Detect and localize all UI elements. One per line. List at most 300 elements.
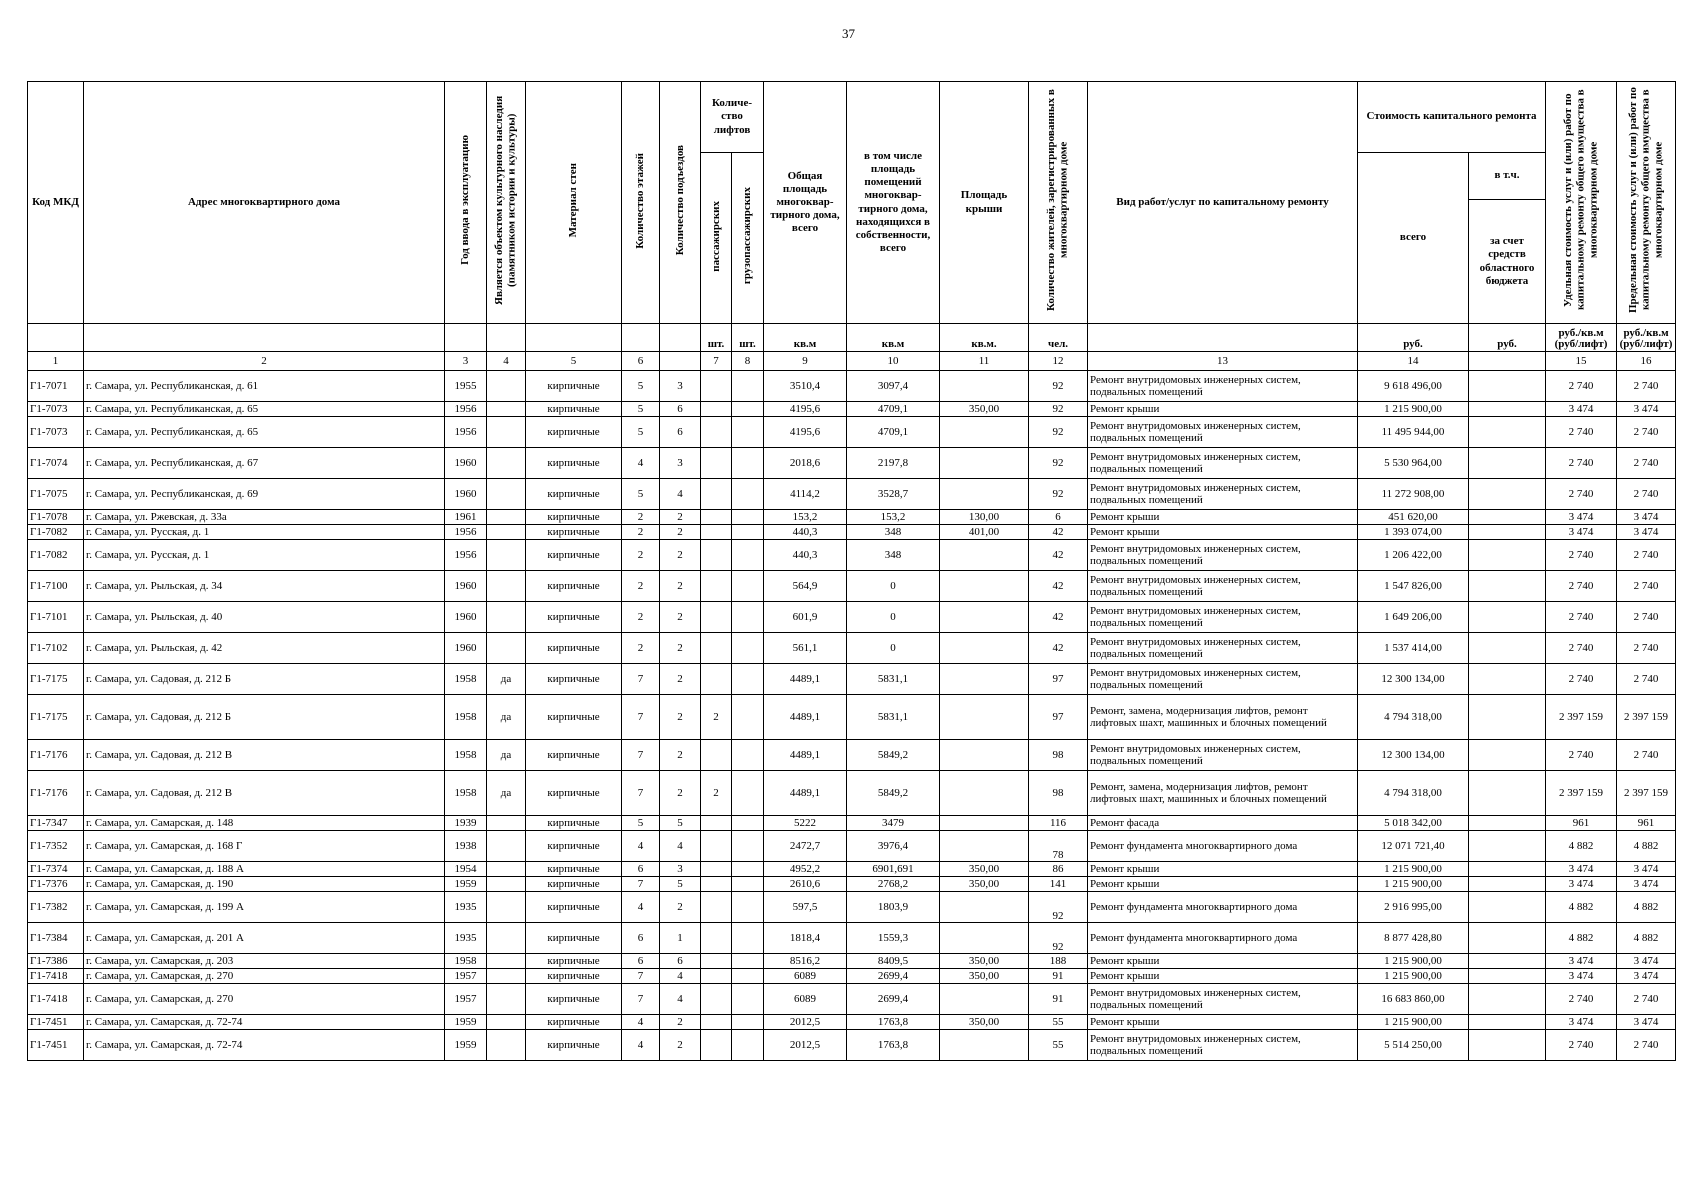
heritage-cell <box>487 602 526 633</box>
wall-material-cell: кирпичные <box>526 448 622 479</box>
code-cell: Г1-7451 <box>28 1015 84 1030</box>
header-cost: Стоимость капитального ремонта <box>1358 82 1546 153</box>
wall-material-cell: кирпичные <box>526 402 622 417</box>
table-row <box>28 525 1676 540</box>
header-residents: Количество жителей, зарегистрированных в многоквартирном доме <box>1029 82 1088 324</box>
roof-area-cell: 350,00 <box>940 969 1029 984</box>
cargo-lifts-cell <box>732 540 764 571</box>
cost-regional-cell <box>1469 417 1546 448</box>
work-type-cell: Ремонт крыши <box>1088 969 1358 984</box>
entrances-cell: 3 <box>660 371 701 402</box>
header-year: Год ввода в эксплуатацию <box>445 82 487 324</box>
table-row <box>28 540 1676 571</box>
cost-regional-cell <box>1469 831 1546 862</box>
cost-total-cell: 12 300 134,00 <box>1358 664 1469 695</box>
cost-total-cell: 4 794 318,00 <box>1358 695 1469 740</box>
cost-regional-cell <box>1469 816 1546 831</box>
owned-area-cell: 0 <box>847 571 940 602</box>
residents-cell: 55 <box>1029 1030 1088 1061</box>
cost-total-cell: 1 393 074,00 <box>1358 525 1469 540</box>
roof-area-cell <box>940 571 1029 602</box>
owned-area-cell: 8409,5 <box>847 954 940 969</box>
unit-cost-cell: 4 882 <box>1546 831 1617 862</box>
heritage-cell <box>487 954 526 969</box>
code-cell: Г1-7382 <box>28 892 84 923</box>
owned-area-cell: 0 <box>847 633 940 664</box>
cost-regional-cell <box>1469 862 1546 877</box>
max-cost-cell: 2 740 <box>1617 602 1676 633</box>
year-cell: 1958 <box>445 695 487 740</box>
cost-total-cell: 2 916 995,00 <box>1358 892 1469 923</box>
code-cell: Г1-7082 <box>28 540 84 571</box>
roof-area-cell <box>940 695 1029 740</box>
heritage-cell <box>487 877 526 892</box>
cargo-lifts-cell <box>732 402 764 417</box>
unit-total-area: кв.м <box>764 324 847 352</box>
unit-lifts-cargo: шт. <box>732 324 764 352</box>
page-number: 37 <box>842 26 855 41</box>
floors-cell: 2 <box>622 602 660 633</box>
heritage-cell <box>487 540 526 571</box>
max-cost-cell: 2 740 <box>1617 664 1676 695</box>
cost-total-cell: 12 300 134,00 <box>1358 740 1469 771</box>
residents-cell: 97 <box>1029 664 1088 695</box>
cost-regional-cell <box>1469 540 1546 571</box>
cost-total-cell: 1 215 900,00 <box>1358 862 1469 877</box>
cost-total-cell: 5 514 250,00 <box>1358 1030 1469 1061</box>
residents-cell: 42 <box>1029 633 1088 664</box>
cost-regional-cell <box>1469 402 1546 417</box>
code-cell: Г1-7418 <box>28 984 84 1015</box>
unit-cost-cell: 3 474 <box>1546 877 1617 892</box>
total-area-cell: 4489,1 <box>764 771 847 816</box>
floors-cell: 6 <box>622 862 660 877</box>
code-cell: Г1-7073 <box>28 402 84 417</box>
year-cell: 1957 <box>445 984 487 1015</box>
unit-cost-cell: 3 474 <box>1546 862 1617 877</box>
address-cell: г. Самара, ул. Садовая, д. 212 В <box>84 740 445 771</box>
entrances-cell: 2 <box>660 771 701 816</box>
code-cell: Г1-7352 <box>28 831 84 862</box>
cost-regional-cell <box>1469 479 1546 510</box>
entrances-cell: 3 <box>660 448 701 479</box>
address-cell: г. Самара, ул. Самарская, д. 203 <box>84 954 445 969</box>
address-cell: г. Самара, ул. Республиканская, д. 67 <box>84 448 445 479</box>
code-cell: Г1-7347 <box>28 816 84 831</box>
cost-total-cell: 451 620,00 <box>1358 510 1469 525</box>
owned-area-cell: 3528,7 <box>847 479 940 510</box>
residents-cell: 42 <box>1029 540 1088 571</box>
year-cell: 1958 <box>445 664 487 695</box>
residents-cell: 42 <box>1029 525 1088 540</box>
header-lifts-cargo: грузопассажирских <box>732 153 764 324</box>
entrances-cell: 3 <box>660 862 701 877</box>
residents-cell: 97 <box>1029 695 1088 740</box>
column-number: 9 <box>764 352 847 371</box>
cargo-lifts-cell <box>732 923 764 954</box>
max-cost-cell: 3 474 <box>1617 510 1676 525</box>
cost-regional-cell <box>1469 371 1546 402</box>
wall-material-cell: кирпичные <box>526 1030 622 1061</box>
year-cell: 1957 <box>445 969 487 984</box>
column-number: 14 <box>1358 352 1469 371</box>
cost-regional-cell <box>1469 954 1546 969</box>
cargo-lifts-cell <box>732 525 764 540</box>
roof-area-cell: 350,00 <box>940 402 1029 417</box>
roof-area-cell: 130,00 <box>940 510 1029 525</box>
unit-cost-cell: 2 740 <box>1546 540 1617 571</box>
passenger-lifts-cell <box>701 664 732 695</box>
code-cell: Г1-7386 <box>28 954 84 969</box>
address-cell: г. Самара, ул. Самарская, д. 199 А <box>84 892 445 923</box>
entrances-cell: 4 <box>660 831 701 862</box>
heritage-cell <box>487 417 526 448</box>
header-max-cost: Предельная стоимость услуг и (или) работ по капитальному ремонту общего имущества в многоквартирном доме <box>1617 82 1676 324</box>
unit-lifts-passenger: шт. <box>701 324 732 352</box>
column-number: 6 <box>622 352 660 371</box>
heritage-cell: да <box>487 740 526 771</box>
wall-material-cell: кирпичные <box>526 771 622 816</box>
cargo-lifts-cell <box>732 664 764 695</box>
entrances-cell: 6 <box>660 954 701 969</box>
roof-area-cell <box>940 831 1029 862</box>
heritage-cell <box>487 448 526 479</box>
residents-cell: 42 <box>1029 571 1088 602</box>
floors-cell: 2 <box>622 633 660 664</box>
total-area-cell: 4489,1 <box>764 740 847 771</box>
owned-area-cell: 153,2 <box>847 510 940 525</box>
passenger-lifts-cell <box>701 877 732 892</box>
floors-cell: 5 <box>622 402 660 417</box>
column-number: 3 <box>445 352 487 371</box>
max-cost-cell: 4 882 <box>1617 831 1676 862</box>
max-cost-cell: 3 474 <box>1617 877 1676 892</box>
passenger-lifts-cell: 2 <box>701 771 732 816</box>
floors-cell: 5 <box>622 816 660 831</box>
year-cell: 1958 <box>445 771 487 816</box>
code-cell: Г1-7176 <box>28 771 84 816</box>
owned-area-cell: 348 <box>847 540 940 571</box>
total-area-cell: 4489,1 <box>764 695 847 740</box>
header-wall: Материал стен <box>526 82 622 324</box>
code-cell: Г1-7082 <box>28 525 84 540</box>
passenger-lifts-cell <box>701 371 732 402</box>
unit-cost-cell: 3 474 <box>1546 525 1617 540</box>
address-cell: г. Самара, ул. Рыльская, д. 40 <box>84 602 445 633</box>
year-cell: 1956 <box>445 402 487 417</box>
owned-area-cell: 1803,9 <box>847 892 940 923</box>
residents-cell: 92 <box>1029 892 1088 923</box>
address-cell: г. Самара, ул. Русская, д. 1 <box>84 540 445 571</box>
total-area-cell: 561,1 <box>764 633 847 664</box>
header-lifts: Количе-ство лифтов <box>701 82 764 153</box>
cargo-lifts-cell <box>732 510 764 525</box>
table-row <box>28 448 1676 479</box>
wall-material-cell: кирпичные <box>526 954 622 969</box>
total-area-cell: 4195,6 <box>764 402 847 417</box>
owned-area-cell: 2699,4 <box>847 969 940 984</box>
max-cost-cell: 2 740 <box>1617 540 1676 571</box>
code-cell: Г1-7102 <box>28 633 84 664</box>
entrances-cell: 5 <box>660 816 701 831</box>
cost-total-cell: 11 495 944,00 <box>1358 417 1469 448</box>
cargo-lifts-cell <box>732 633 764 664</box>
max-cost-cell: 3 474 <box>1617 862 1676 877</box>
owned-area-cell: 3479 <box>847 816 940 831</box>
owned-area-cell: 4709,1 <box>847 402 940 417</box>
total-area-cell: 5222 <box>764 816 847 831</box>
floors-cell: 4 <box>622 831 660 862</box>
cost-regional-cell <box>1469 923 1546 954</box>
roof-area-cell <box>940 448 1029 479</box>
cost-total-cell: 11 272 908,00 <box>1358 479 1469 510</box>
total-area-cell: 153,2 <box>764 510 847 525</box>
max-cost-cell: 2 397 159 <box>1617 771 1676 816</box>
cargo-lifts-cell <box>732 448 764 479</box>
table-row <box>28 402 1676 417</box>
header-cost-incl: в т.ч. <box>1469 153 1546 200</box>
code-cell: Г1-7078 <box>28 510 84 525</box>
heritage-cell <box>487 371 526 402</box>
heritage-cell: да <box>487 771 526 816</box>
cost-total-cell: 5 530 964,00 <box>1358 448 1469 479</box>
cost-regional-cell <box>1469 740 1546 771</box>
residents-cell: 92 <box>1029 923 1088 954</box>
heritage-cell <box>487 479 526 510</box>
year-cell: 1959 <box>445 877 487 892</box>
year-cell: 1960 <box>445 571 487 602</box>
wall-material-cell: кирпичные <box>526 740 622 771</box>
heritage-cell <box>487 984 526 1015</box>
year-cell: 1960 <box>445 448 487 479</box>
total-area-cell: 440,3 <box>764 525 847 540</box>
total-area-cell: 8516,2 <box>764 954 847 969</box>
work-type-cell: Ремонт, замена, модернизация лифтов, ремонт лифтовых шахт, машинных и блочных помещений <box>1088 695 1358 740</box>
entrances-cell: 6 <box>660 402 701 417</box>
year-cell: 1956 <box>445 525 487 540</box>
column-number: 2 <box>84 352 445 371</box>
max-cost-cell: 3 474 <box>1617 954 1676 969</box>
cost-total-cell: 1 206 422,00 <box>1358 540 1469 571</box>
roof-area-cell <box>940 602 1029 633</box>
wall-material-cell: кирпичные <box>526 831 622 862</box>
total-area-cell: 6089 <box>764 984 847 1015</box>
work-type-cell: Ремонт крыши <box>1088 954 1358 969</box>
heritage-cell <box>487 1015 526 1030</box>
wall-material-cell: кирпичные <box>526 816 622 831</box>
entrances-cell: 2 <box>660 525 701 540</box>
owned-area-cell: 5831,1 <box>847 664 940 695</box>
floors-cell: 7 <box>622 877 660 892</box>
owned-area-cell: 5849,2 <box>847 740 940 771</box>
year-cell: 1960 <box>445 602 487 633</box>
address-cell: г. Самара, ул. Республиканская, д. 61 <box>84 371 445 402</box>
column-number: 8 <box>732 352 764 371</box>
total-area-cell: 4195,6 <box>764 417 847 448</box>
max-cost-cell: 2 397 159 <box>1617 695 1676 740</box>
roof-area-cell <box>940 771 1029 816</box>
unit-cost-total: руб. <box>1358 324 1469 352</box>
max-cost-cell: 961 <box>1617 816 1676 831</box>
passenger-lifts-cell <box>701 571 732 602</box>
cost-total-cell: 9 618 496,00 <box>1358 371 1469 402</box>
floors-cell: 6 <box>622 923 660 954</box>
unit-cost-cell: 3 474 <box>1546 402 1617 417</box>
cargo-lifts-cell <box>732 892 764 923</box>
total-area-cell: 1818,4 <box>764 923 847 954</box>
heritage-cell <box>487 816 526 831</box>
residents-cell: 92 <box>1029 417 1088 448</box>
header-cost-total: всего <box>1358 153 1469 324</box>
owned-area-cell: 348 <box>847 525 940 540</box>
table-row <box>28 740 1676 771</box>
roof-area-cell <box>940 633 1029 664</box>
entrances-cell: 2 <box>660 633 701 664</box>
cost-total-cell: 1 215 900,00 <box>1358 954 1469 969</box>
wall-material-cell: кирпичные <box>526 892 622 923</box>
heritage-cell: да <box>487 664 526 695</box>
heritage-cell <box>487 1030 526 1061</box>
unit-owned-area: кв.м <box>847 324 940 352</box>
unit-cost-cell: 4 882 <box>1546 892 1617 923</box>
year-cell: 1958 <box>445 954 487 969</box>
roof-area-cell <box>940 1030 1029 1061</box>
address-cell: г. Самара, ул. Самарская, д. 148 <box>84 816 445 831</box>
wall-material-cell: кирпичные <box>526 602 622 633</box>
unit-cost-cell: 961 <box>1546 816 1617 831</box>
year-cell: 1956 <box>445 540 487 571</box>
roof-area-cell: 350,00 <box>940 1015 1029 1030</box>
address-cell: г. Самара, ул. Садовая, д. 212 В <box>84 771 445 816</box>
cost-total-cell: 1 215 900,00 <box>1358 969 1469 984</box>
wall-material-cell: кирпичные <box>526 371 622 402</box>
cargo-lifts-cell <box>732 954 764 969</box>
floors-cell: 7 <box>622 740 660 771</box>
residents-cell: 91 <box>1029 969 1088 984</box>
address-cell: г. Самара, ул. Ржевская, д. 33а <box>84 510 445 525</box>
passenger-lifts-cell: 2 <box>701 695 732 740</box>
entrances-cell: 2 <box>660 602 701 633</box>
unit-cost-cell: 2 740 <box>1546 571 1617 602</box>
total-area-cell: 4489,1 <box>764 664 847 695</box>
entrances-cell: 6 <box>660 417 701 448</box>
passenger-lifts-cell <box>701 740 732 771</box>
entrances-cell: 4 <box>660 479 701 510</box>
entrances-cell: 4 <box>660 984 701 1015</box>
passenger-lifts-cell <box>701 510 732 525</box>
wall-material-cell: кирпичные <box>526 1015 622 1030</box>
unit-cost-cell: 2 740 <box>1546 371 1617 402</box>
residents-cell: 92 <box>1029 371 1088 402</box>
entrances-cell: 2 <box>660 892 701 923</box>
unit-cost-cell: 3 474 <box>1546 969 1617 984</box>
header-roof-area: Площадь крыши <box>940 82 1029 324</box>
floors-cell: 7 <box>622 771 660 816</box>
cost-total-cell: 12 071 721,40 <box>1358 831 1469 862</box>
cargo-lifts-cell <box>732 479 764 510</box>
column-number: 12 <box>1029 352 1088 371</box>
cost-total-cell: 5 018 342,00 <box>1358 816 1469 831</box>
code-cell: Г1-7073 <box>28 417 84 448</box>
residents-cell: 188 <box>1029 954 1088 969</box>
address-cell: г. Самара, ул. Республиканская, д. 65 <box>84 402 445 417</box>
floors-cell: 5 <box>622 479 660 510</box>
cost-regional-cell <box>1469 664 1546 695</box>
address-cell: г. Самара, ул. Русская, д. 1 <box>84 525 445 540</box>
max-cost-cell: 2 740 <box>1617 479 1676 510</box>
cost-total-cell: 1 547 826,00 <box>1358 571 1469 602</box>
roof-area-cell <box>940 984 1029 1015</box>
year-cell: 1959 <box>445 1015 487 1030</box>
year-cell: 1960 <box>445 479 487 510</box>
unit-cost-cell: 2 740 <box>1546 984 1617 1015</box>
work-type-cell: Ремонт фундамента многоквартирного дома <box>1088 923 1358 954</box>
roof-area-cell <box>940 892 1029 923</box>
floors-cell: 4 <box>622 892 660 923</box>
floors-cell: 2 <box>622 510 660 525</box>
column-number-row <box>28 352 1676 371</box>
max-cost-cell: 3 474 <box>1617 1015 1676 1030</box>
year-cell: 1938 <box>445 831 487 862</box>
cost-regional-cell <box>1469 525 1546 540</box>
max-cost-cell: 4 882 <box>1617 923 1676 954</box>
max-cost-cell: 2 740 <box>1617 633 1676 664</box>
passenger-lifts-cell <box>701 479 732 510</box>
heritage-cell <box>487 571 526 602</box>
floors-cell: 2 <box>622 540 660 571</box>
residents-cell: 6 <box>1029 510 1088 525</box>
owned-area-cell: 4709,1 <box>847 417 940 448</box>
max-cost-cell: 2 740 <box>1617 371 1676 402</box>
total-area-cell: 440,3 <box>764 540 847 571</box>
total-area-cell: 2012,5 <box>764 1030 847 1061</box>
wall-material-cell: кирпичные <box>526 969 622 984</box>
unit-max-cost: руб./кв.м (руб/лифт) <box>1617 324 1676 352</box>
header-address: Адрес многоквартирного дома <box>84 82 445 324</box>
floors-cell: 5 <box>622 417 660 448</box>
code-cell: Г1-7075 <box>28 479 84 510</box>
capital-repair-table <box>27 81 1676 1061</box>
work-type-cell: Ремонт внутридомовых инженерных систем, подвальных помещений <box>1088 417 1358 448</box>
owned-area-cell: 1559,3 <box>847 923 940 954</box>
heritage-cell <box>487 831 526 862</box>
address-cell: г. Самара, ул. Самарская, д. 270 <box>84 984 445 1015</box>
passenger-lifts-cell <box>701 525 732 540</box>
heritage-cell <box>487 862 526 877</box>
address-cell: г. Самара, ул. Рыльская, д. 42 <box>84 633 445 664</box>
total-area-cell: 4114,2 <box>764 479 847 510</box>
unit-cost-cell: 4 882 <box>1546 923 1617 954</box>
header-heritage: Является объектом культурного наследия (памятником истории и культуры) <box>487 82 526 324</box>
table-row <box>28 892 1676 923</box>
wall-material-cell: кирпичные <box>526 984 622 1015</box>
floors-cell: 4 <box>622 1030 660 1061</box>
floors-cell: 4 <box>622 1015 660 1030</box>
header-floors: Количество этажей <box>622 82 660 324</box>
max-cost-cell: 2 740 <box>1617 1030 1676 1061</box>
address-cell: г. Самара, ул. Республиканская, д. 69 <box>84 479 445 510</box>
wall-material-cell: кирпичные <box>526 510 622 525</box>
unit-cost-cell: 2 397 159 <box>1546 695 1617 740</box>
address-cell: г. Самара, ул. Самарская, д. 168 Г <box>84 831 445 862</box>
unit-roof-area: кв.м. <box>940 324 1029 352</box>
roof-area-cell <box>940 540 1029 571</box>
year-cell: 1960 <box>445 633 487 664</box>
cargo-lifts-cell <box>732 571 764 602</box>
address-cell: г. Самара, ул. Самарская, д. 188 А <box>84 862 445 877</box>
total-area-cell: 4952,2 <box>764 862 847 877</box>
address-cell: г. Самара, ул. Самарская, д. 72-74 <box>84 1030 445 1061</box>
